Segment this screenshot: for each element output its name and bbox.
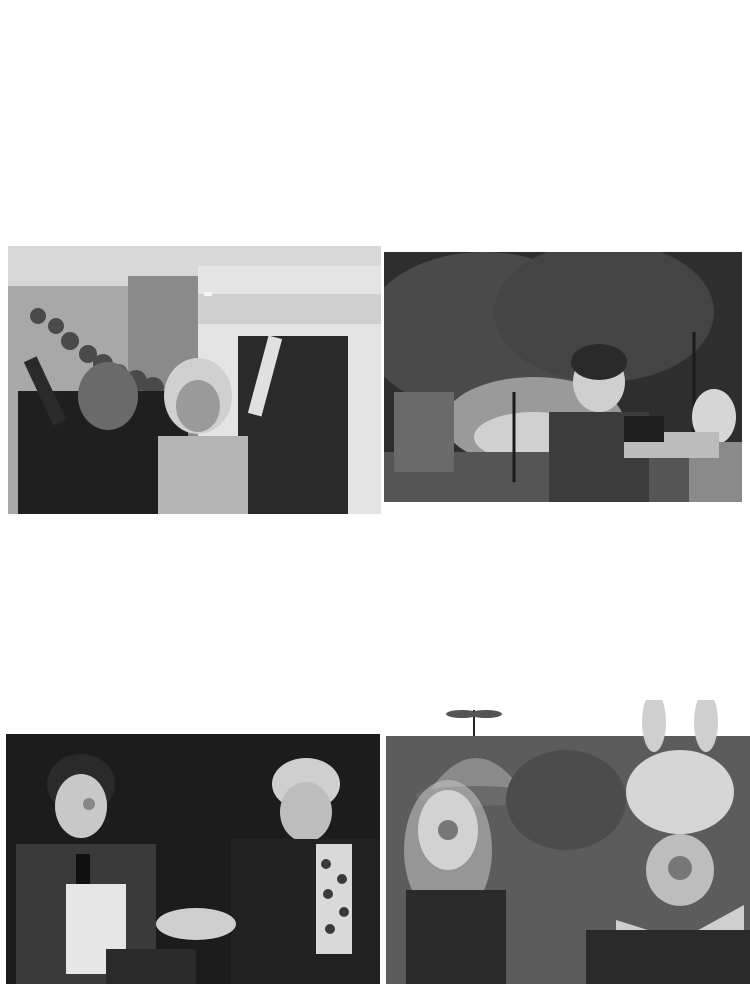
photo-employment-office	[8, 246, 381, 514]
office-sign	[204, 292, 212, 296]
photo-costumes-image	[386, 700, 750, 984]
photo-costumes	[386, 700, 750, 984]
photo-handshake	[6, 734, 380, 984]
photo-fire-chainsaw-image	[384, 252, 742, 502]
photo-fire-chainsaw	[384, 252, 742, 502]
photo-employment-office-image	[8, 246, 381, 514]
photo-handshake-image	[6, 734, 380, 984]
